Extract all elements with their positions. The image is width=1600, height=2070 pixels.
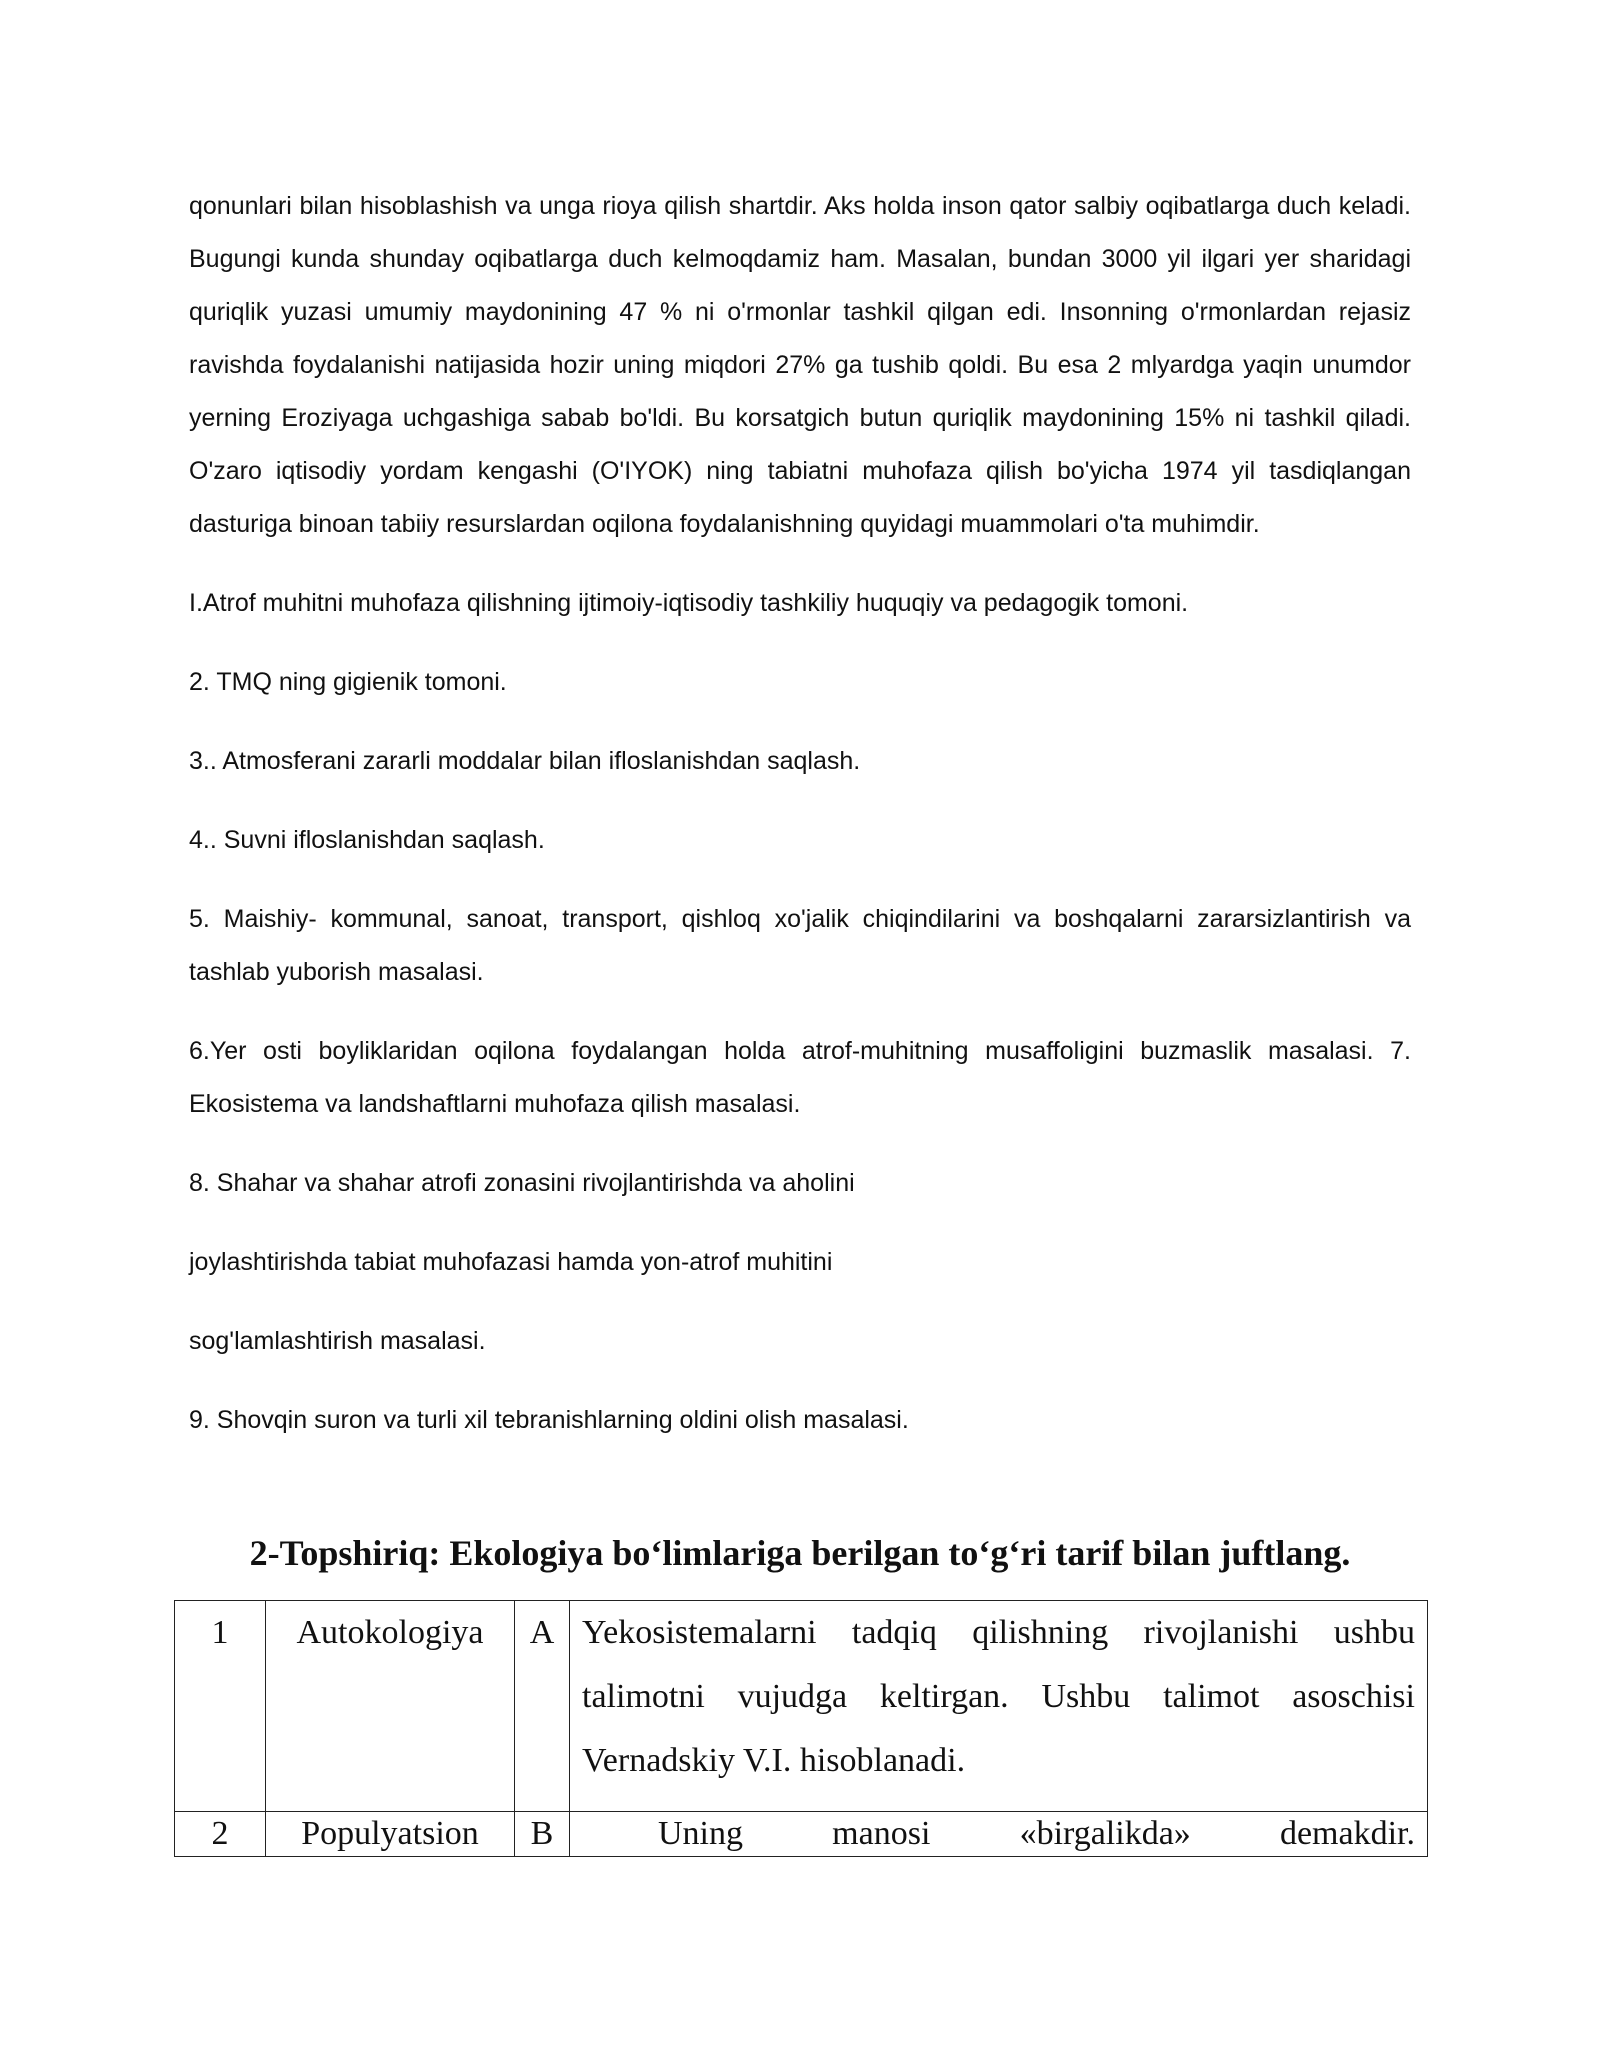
list-item: 3.. Atmosferani zararli moddalar bilan ifloslanishdan saqlash. (189, 747, 861, 775)
list-item: 9. Shovqin suron va turli xil tebranishlarning oldini olish masalasi. (189, 1406, 909, 1434)
list-item: joylashtirishda tabiat muhofazasi hamda yon-atrof muhitini (189, 1248, 833, 1276)
table-row (175, 1601, 1428, 1812)
list-item: 8. Shahar va shahar atrofi zonasini rivojlantirishda va aholini (189, 1169, 855, 1197)
row-term: Populyatsion (266, 1812, 515, 1857)
row-description: Yekosistemalarni tadqiq qilishning rivojlanishi ushbu talimotni vujudga keltirgan. Ushbu talimot asoschisi Vernadskiy V.I. hisoblanadi. (570, 1601, 1428, 1812)
list-item: 2. TMQ ning gigienik tomoni. (189, 668, 507, 696)
row-number: 1 (175, 1601, 266, 1812)
matching-table (174, 1600, 1428, 1857)
row-letter: A (515, 1601, 570, 1812)
row-description (570, 1812, 1428, 1857)
list-item: 6.Yer osti boyliklaridan oqilona foydalangan holda atrof-muhitning musaffoligini buzmaslik masalasi. 7. Ekosistema va landshaftlarni muhofaza qilish masalasi. (189, 1037, 1411, 1118)
description-word: demakdir. (1279, 1815, 1415, 1852)
row-letter: B (515, 1812, 570, 1857)
row-number: 2 (175, 1812, 266, 1857)
list-item: sog'lamlashtirish masalasi. (189, 1327, 486, 1355)
intro-paragraph: qonunlari bilan hisoblashish va unga rioya qilish shartdir. Aks holda inson qator salbiy oqibatlarga duch keladi. Bugungi kunda shunday oqibatlarga duch kelmoqdamiz ham. Masalan, bundan 3000 yil ilgari yer sharidagi quriqlik yuzasi umumiy maydonining 47 % ni o'rmonlar tashkil qilgan edi. Insonning o'rmonlardan rejasiz ravishda foydalanishi natijasida hozir uning miqdori 27% ga tushib qoldi. Bu esa 2 mlyardga yaqin unumdor yerning Eroziyaga uchgashiga sabab bo'ldi. Bu korsatgich butun quriqlik maydonining 15% ni tashkil qiladi. O'zaro iqtisodiy yordam kengashi (O'IYOK) ning tabiatni muhofaza qilish bo'yicha 1974 yil tasdiqlangan dasturiga binoan tabiiy resurslardan oqilona foydalanishning quyidagi muammolari o'ta muhimdir. (189, 192, 1411, 538)
table-row (175, 1812, 1428, 1857)
list-item: 5. Maishiy- kommunal, sanoat, transport, qishloq xo'jalik chiqindilarini va boshqalarni zararsizlantirish va tashlab yuborish masalasi. (189, 905, 1411, 986)
description-word: «birgalikda» (1019, 1815, 1191, 1852)
task-title: 2-Topshiriq: Ekologiya bo‘limlariga berilgan to‘g‘ri tarif bilan juftlang. (249, 1533, 1351, 1573)
description-word: Uning (658, 1815, 743, 1852)
list-item: 4.. Suvni ifloslanishdan saqlash. (189, 826, 545, 854)
description-word: manosi (832, 1815, 931, 1852)
body-text (189, 180, 1411, 1447)
row-term: Autokologiya (266, 1601, 515, 1812)
list-item: I.Atrof muhitni muhofaza qilishning ijtimoiy-iqtisodiy tashkiliy huquqiy va pedagogik tomoni. (189, 589, 1189, 617)
